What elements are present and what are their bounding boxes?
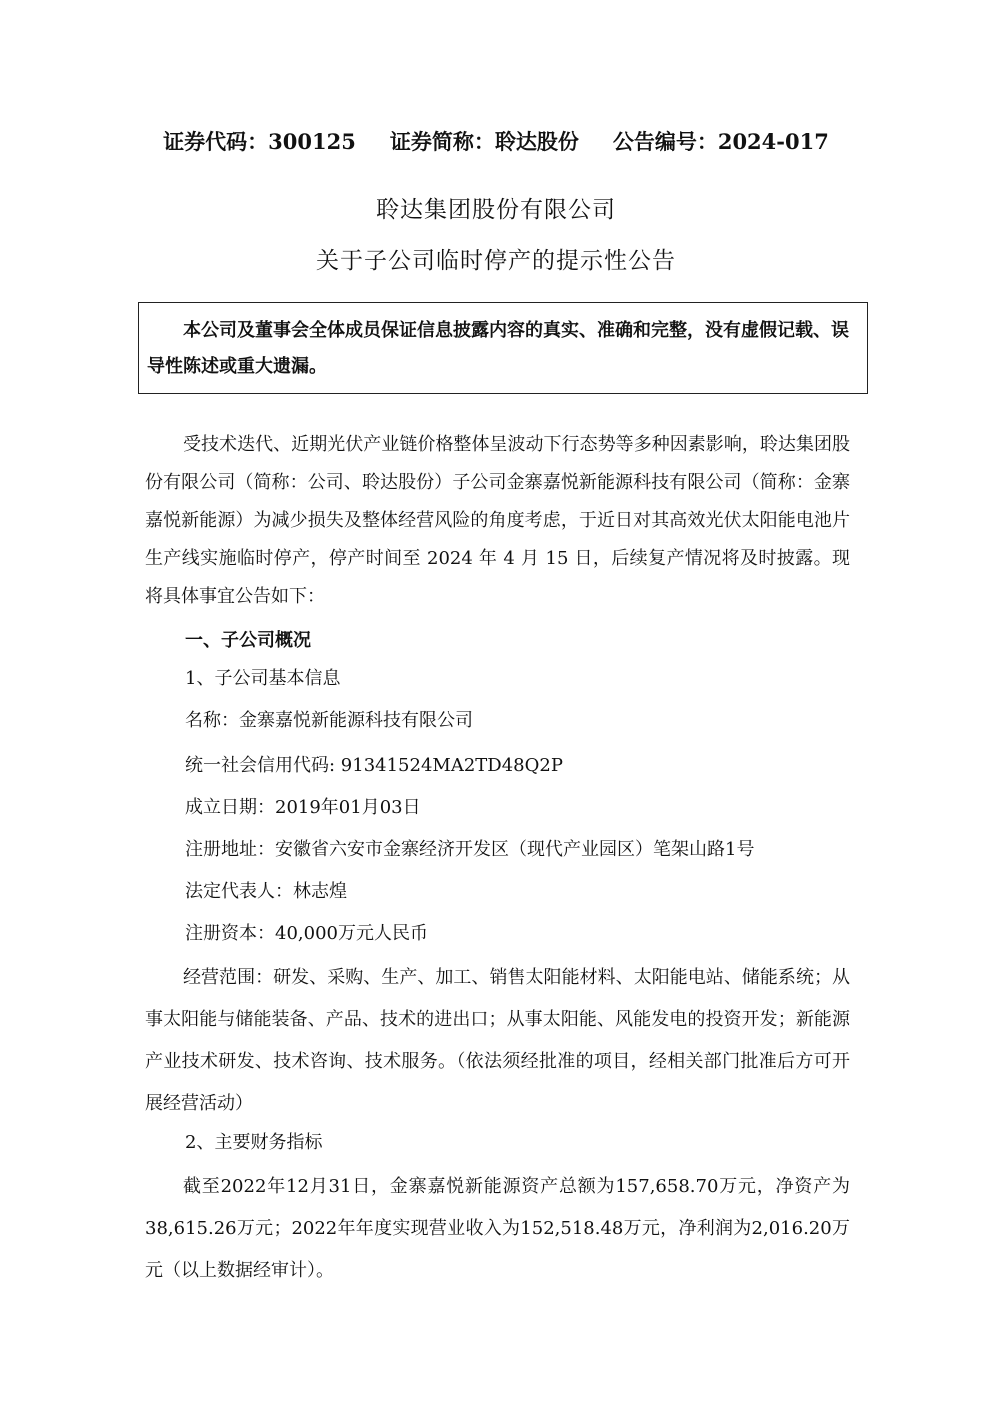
stock-abbreviation: 证券简称：聆达股份 [389, 129, 579, 154]
company-name-row [145, 702, 850, 740]
established-date: 成立日期：2019年01月03日 [185, 797, 421, 818]
board-guarantee-box [138, 302, 868, 394]
registered-address: 注册地址：安徽省六安市金寨经济开发区（现代产业园区）笔架山路1号 [185, 839, 755, 860]
credit-code-row [145, 747, 850, 785]
capital-row [145, 915, 850, 953]
credit-code: 统一社会信用代码: 91341524MA2TD48Q2P [185, 755, 563, 776]
financial-heading-row [145, 1124, 850, 1162]
address-row [145, 831, 850, 869]
section-1 [145, 622, 850, 698]
board-guarantee-text: 本公司及董事会全体成员保证信息披露内容的真实、准确和完整，没有虚假记载、误导性陈述或重大遗漏。 [147, 320, 849, 377]
company-name: 名称：金寨嘉悦新能源科技有限公司 [185, 710, 473, 731]
announcement-title: 关于子公司临时停产的提示性公告 [316, 248, 676, 274]
section-heading: 一、子公司概况 [185, 630, 311, 651]
intro-section [145, 426, 850, 616]
subsection-financials: 2、主要财务指标 [185, 1132, 323, 1153]
stock-code: 证券代码：300125 [163, 129, 356, 154]
business-scope-row [145, 957, 850, 1125]
notice-number: 公告编号：2024-017 [612, 129, 829, 154]
registered-capital: 注册资本：40,000万元人民币 [185, 923, 428, 944]
financials-paragraph: 截至2022年12月31日，金寨嘉悦新能源资产总额为157,658.70万元，净资产为38,615.26万元；2022年年度实现营业收入为152,518.48万元，净利润为2,016.20万元（以上数据经审计）。 [145, 1176, 850, 1281]
subsection-basic-info: 1、子公司基本信息 [185, 668, 341, 689]
legal-rep-row [145, 873, 850, 911]
established-row [145, 789, 850, 827]
intro-paragraph: 受技术迭代、近期光伏产业链价格整体呈波动下行态势等多种因素影响，聆达集团股份有限公司（简称：公司、聆达股份）子公司金寨嘉悦新能源科技有限公司（简称：金寨嘉悦新能源）为减少损失及整体经营风险的角度考虑，于近日对其高效光伏太阳能电池片生产线实施临时停产，停产时间至 2024 年 4 月 15 日，后续复产情况将及时披露。现将具体事宜公告如下： [145, 434, 850, 607]
company-title: 聆达集团股份有限公司 [376, 197, 616, 223]
announcement-header [0, 126, 992, 156]
legal-representative: 法定代表人：林志煌 [185, 881, 347, 902]
financials-row [145, 1166, 850, 1292]
business-scope: 经营范围：研发、采购、生产、加工、销售太阳能材料、太阳能电站、储能系统；从事太阳能与储能装备、产品、技术的进出口；从事太阳能、风能发电的投资开发；新能源产业技术研发、技术咨询、技术服务。（依法须经批准的项目，经相关部门批准后方可开展经营活动） [145, 967, 850, 1114]
